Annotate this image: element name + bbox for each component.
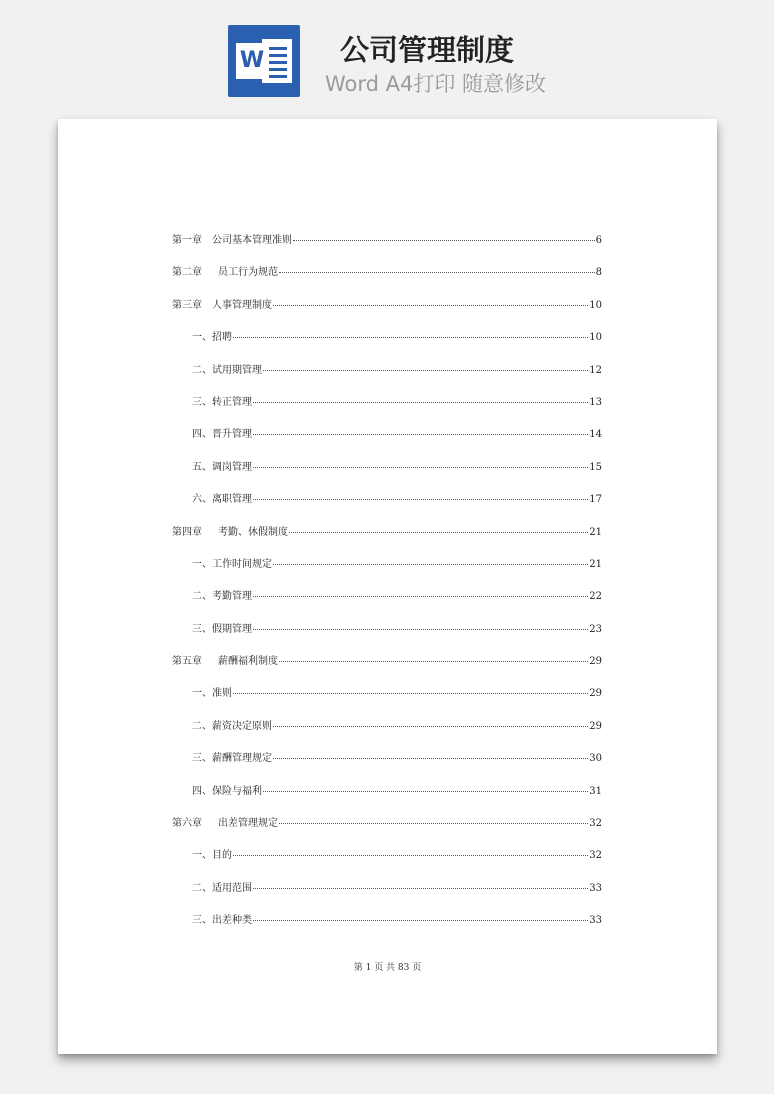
- toc-page-number: 12: [589, 364, 602, 376]
- toc-chapter-number: 第五章: [172, 656, 202, 668]
- header: [0, 0, 774, 118]
- document-page: [58, 119, 717, 1054]
- toc-chapter-title: 考勤、休假制度: [218, 526, 288, 538]
- toc-page-number: 33: [589, 915, 602, 927]
- toc-page-number: 10: [589, 332, 602, 344]
- toc-entry-label: [172, 652, 278, 667]
- toc-chapter-title: 人事管理制度: [212, 299, 272, 311]
- toc-entry-label: [172, 814, 278, 829]
- toc-entry-label: 六、离职管理: [192, 494, 252, 506]
- toc-page-number: 17: [589, 494, 602, 506]
- toc-page-number: 14: [589, 429, 602, 441]
- toc-dot-leader: [253, 434, 588, 435]
- toc-entry-label: [172, 263, 278, 278]
- toc-section-entry[interactable]: [172, 490, 602, 522]
- toc-entry-label: 一、目的: [192, 850, 232, 862]
- toc-dot-leader: [233, 693, 588, 694]
- toc-entry-label: 一、招聘: [192, 332, 232, 344]
- page-subtitle: Word A4打印 随意修改: [325, 72, 547, 96]
- toc-section-entry[interactable]: [172, 361, 602, 393]
- toc-section-entry[interactable]: [172, 879, 602, 911]
- toc-entry-label: 五、调岗管理: [192, 461, 252, 473]
- toc-entry-label: 二、适用范围: [192, 882, 252, 894]
- toc-dot-leader: [233, 855, 588, 856]
- toc-entry-label: 一、准则: [192, 688, 232, 700]
- toc-entry-label: 四、保险与福利: [192, 785, 262, 797]
- page-footer: 第 1 页 共 83 页: [353, 963, 422, 973]
- toc-entry-label: 二、考勤管理: [192, 591, 252, 603]
- toc-chapter-number: 第一章: [172, 235, 202, 246]
- word-letter-badge: W: [236, 43, 268, 79]
- toc-section-entry[interactable]: [172, 458, 602, 490]
- toc-entry-label: [172, 523, 288, 538]
- toc-chapter-entry[interactable]: [172, 652, 602, 684]
- toc-entry-label: 四、晋升管理: [192, 429, 252, 441]
- toc-chapter-entry[interactable]: [172, 814, 602, 846]
- toc-dot-leader: [253, 888, 588, 889]
- toc-page-number: 6: [595, 235, 602, 246]
- toc-dot-leader: [253, 920, 588, 921]
- toc-dot-leader: [263, 370, 588, 371]
- toc-dot-leader: [279, 661, 588, 662]
- toc-chapter-number: 第四章: [172, 526, 202, 538]
- toc-page-number: 32: [589, 850, 602, 862]
- toc-page-number: 21: [589, 526, 602, 538]
- toc-chapter-number: 第二章: [172, 267, 202, 279]
- toc-dot-leader: [233, 337, 588, 338]
- toc-chapter-entry[interactable]: [172, 296, 602, 328]
- toc-section-entry[interactable]: [172, 328, 602, 360]
- toc-chapter-number: 第六章: [172, 818, 202, 830]
- toc-page-number: 21: [589, 558, 602, 570]
- toc-section-entry[interactable]: [172, 393, 602, 425]
- toc-section-entry[interactable]: [172, 782, 602, 814]
- toc-chapter-entry[interactable]: [172, 231, 602, 263]
- toc-chapter-title: 出差管理规定: [218, 818, 278, 830]
- toc-dot-leader: [253, 467, 588, 468]
- toc-entry-label: 三、出差种类: [192, 915, 252, 927]
- toc-section-entry[interactable]: [172, 846, 602, 878]
- toc-page-number: 13: [589, 396, 602, 408]
- page-title: 公司管理制度: [340, 33, 515, 67]
- toc-chapter-title: 公司基本管理准则: [212, 235, 292, 246]
- toc-section-entry[interactable]: [172, 911, 602, 943]
- toc-entry-label: [172, 231, 292, 246]
- toc-dot-leader: [279, 823, 588, 824]
- toc-dot-leader: [273, 305, 588, 306]
- toc-entry-label: 二、试用期管理: [192, 364, 262, 376]
- toc-page-number: 32: [589, 818, 602, 830]
- toc-chapter-title: 员工行为规范: [218, 267, 278, 279]
- toc-dot-leader: [253, 402, 588, 403]
- toc-dot-leader: [253, 596, 588, 597]
- toc-section-entry[interactable]: [172, 555, 602, 587]
- toc-chapter-entry[interactable]: [172, 263, 602, 295]
- toc-entry-label: 一、工作时间规定: [192, 558, 272, 570]
- toc-dot-leader: [293, 240, 595, 241]
- toc-page-number: 33: [589, 882, 602, 894]
- toc-entry-label: 三、薪酬管理规定: [192, 753, 272, 765]
- toc-chapter-title: 薪酬福利制度: [218, 656, 278, 668]
- toc-page-number: 8: [595, 267, 602, 279]
- toc-page-number: 22: [589, 591, 602, 603]
- toc-entry-label: 三、转正管理: [192, 396, 252, 408]
- toc-section-entry[interactable]: [172, 717, 602, 749]
- toc-entry-label: 三、假期管理: [192, 623, 252, 635]
- toc-section-entry[interactable]: [172, 587, 602, 619]
- toc-page-number: 10: [589, 299, 602, 311]
- toc-page-number: 29: [589, 720, 602, 732]
- toc-page-number: 15: [589, 461, 602, 473]
- toc-page-number: 29: [589, 656, 602, 668]
- toc-chapter-number: 第三章: [172, 299, 202, 311]
- toc-dot-leader: [253, 499, 588, 500]
- toc-section-entry[interactable]: [172, 620, 602, 652]
- toc-page-number: 23: [589, 623, 602, 635]
- toc-page-number: 30: [589, 753, 602, 765]
- toc-entry-label: 二、薪资决定原则: [192, 720, 272, 732]
- toc-dot-leader: [273, 758, 588, 759]
- table-of-contents: [172, 231, 602, 944]
- toc-section-entry[interactable]: [172, 684, 602, 716]
- toc-dot-leader: [263, 791, 588, 792]
- toc-chapter-entry[interactable]: [172, 523, 602, 555]
- toc-entry-label: [172, 296, 272, 311]
- toc-page-number: 31: [589, 785, 602, 797]
- toc-section-entry[interactable]: [172, 749, 602, 781]
- toc-section-entry[interactable]: [172, 425, 602, 457]
- toc-dot-leader: [253, 629, 588, 630]
- toc-dot-leader: [279, 272, 595, 273]
- word-icon: [228, 25, 300, 97]
- toc-dot-leader: [273, 726, 588, 727]
- toc-dot-leader: [273, 564, 588, 565]
- toc-dot-leader: [289, 532, 588, 533]
- toc-page-number: 29: [589, 688, 602, 700]
